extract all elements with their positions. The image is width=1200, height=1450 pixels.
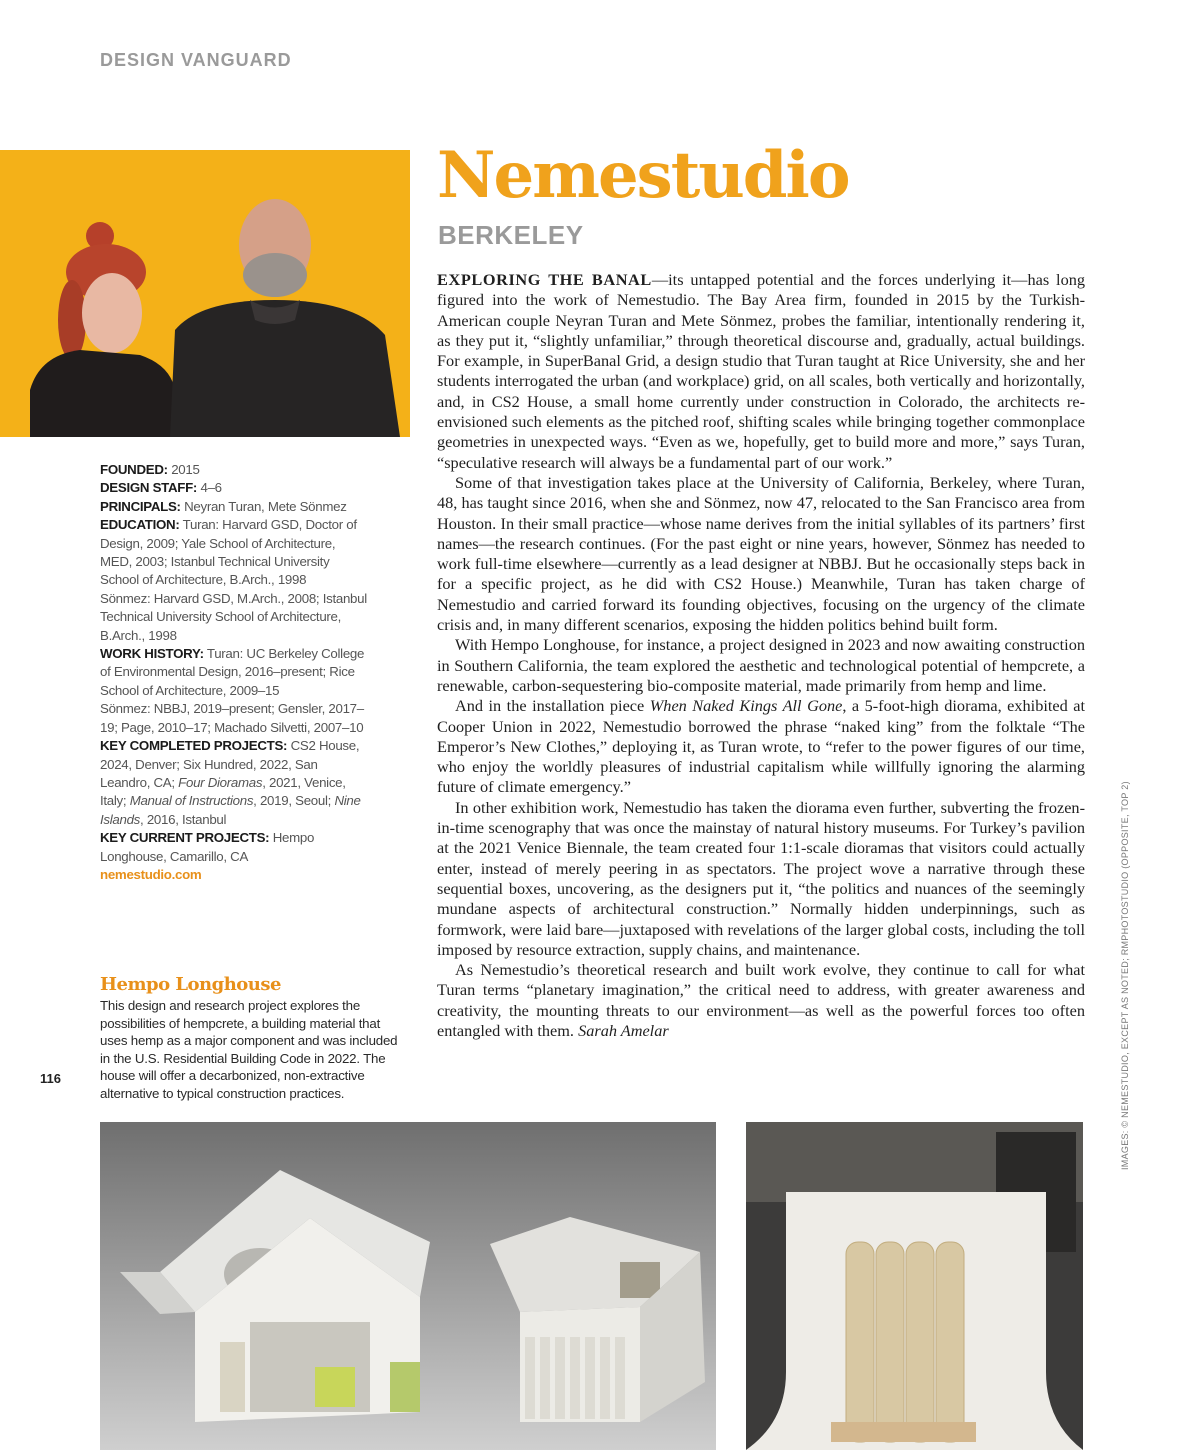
- fact-value: , 2019, Seoul;: [253, 793, 335, 809]
- diorama-columns-photo: [746, 1122, 1083, 1450]
- project-title: Manual of Instructions: [129, 793, 254, 809]
- fact-value: Sönmez: Harvard GSD, M.Arch., 2008; Istanbul Technical University School of Architecture, B.Arch., 1998: [100, 590, 367, 643]
- fact-value: Turan: Harvard GSD, Doctor of Design, 2009; Yale School of Architecture, MED, 2003; Istanbul Technical University School of Architecture, B.Arch., 1998: [100, 517, 357, 588]
- fact-completed-projects: [100, 737, 370, 829]
- fact-design-staff: [100, 479, 370, 497]
- hempo-longhouse-model-photo: [100, 1122, 716, 1450]
- project-title: Four Dioramas: [178, 774, 263, 790]
- fact-label: KEY COMPLETED PROJECTS:: [100, 738, 288, 754]
- section-label: DESIGN VANGUARD: [100, 50, 292, 70]
- fact-label: WORK HISTORY:: [100, 646, 204, 662]
- fact-work-history: [100, 645, 370, 737]
- article-title: Nemestudio: [437, 138, 849, 213]
- fact-label: EDUCATION:: [100, 517, 180, 533]
- article-paragraph-text: , a 5-foot-high diorama, exhibited at Cooper Union in 2022, Nemestudio borrowed the phrase “naked king” from the folktale “The Emperor’s New Clothes,” deploying it, as Turan wrote, to “refer to the power figures of our time, who enjoy the worldly pleasures of industrial capitalism while willfully ignoring the alarming future of climate emergency.”: [437, 696, 1085, 797]
- article-paragraph: With Hempo Longhouse, for instance, a project designed in 2023 and now awaiting construction in Southern California, the team explored the aesthetic and technological potential of hempcrete, a renewable, carbon-sequestering bio-composite material, made primarily from hemp and lime.: [437, 635, 1085, 695]
- fact-value: CS2 House, 2024, Denver; Six Hundred, 2022, San Leandro, CA;: [100, 738, 360, 790]
- photo-credit-text: IMAGES: © NEMESTUDIO, EXCEPT AS NOTED; RMPHOTOSTUDIO (OPPOSITE, TOP 2): [1120, 781, 1130, 1170]
- article-paragraph-text: —its untapped potential and the forces underlying it—has long figured into the work of Nemestudio. The Bay Area firm, founded in 2015 by the Turkish-American couple Neyran Turan and Mete Sönmez, probes the familiar, intentionally rendering it, as they put it, “slightly unfamiliar,” through theoretical discourse and, gradually, actual buildings. For example, in SuperBanal Grid, a design studio that Turan taught at Rice University, she and her students interrogated the urban (and workplace) grid, on all scales, both vertically and horizontally, and, in CS2 House, a small home currently under construction in Colorado, the architects re-envisioned such elements as the pitched roof, shifting scales while bringing together commonplace geometries in unexpected ways. “Even as we, hopefully, get to build more and more,” says Turan, “speculative research will always be a fundamental part of our work.”: [437, 270, 1085, 472]
- fact-value: 2015: [171, 462, 200, 477]
- sidebar-title: Hempo Longhouse: [100, 974, 281, 995]
- article-body: [437, 270, 1085, 1041]
- byline: Sarah Amelar: [578, 1020, 669, 1040]
- article-lead-in: EXPLORING THE BANAL: [437, 270, 652, 289]
- fact-value: 4–6: [200, 480, 222, 496]
- article-paragraph-text: As Nemestudio’s theoretical research and built work evolve, they continue to call for what Turan terms “planetary imagination,” the critical need to address, with greater awareness and creativity, the mounting threats to our environment—as well as the powerful forces too often entangled with them.: [437, 960, 1085, 1040]
- article-city: BERKELEY: [438, 220, 584, 250]
- website-link[interactable]: nemestudio.com: [100, 866, 202, 882]
- fact-value: , 2016, Istanbul: [140, 811, 227, 827]
- fact-current-projects: [100, 829, 370, 866]
- photo-credit: [1120, 781, 1130, 1171]
- fact-value: , 2021, Venice, Italy;: [100, 774, 346, 809]
- fact-education: [100, 516, 370, 645]
- article-paragraph: Some of that investigation takes place at the University of California, Berkeley, where Turan, 48, has taught since 2016, when she and Sönmez, now 47, relocated to the San Francisco area from Houston. In their small practice—whose name derives from the initial syllables of its partners’ first names—the research continues. (For the past eight or nine years, however, Sönmez has needed to work full-time elsewhere—currently as a lead designer at NBBJ. But he occasionally steps back in for a specific project, as he did with CS2 House.) Meanwhile, Turan has taken charge of Nemestudio and carried forward its founding objectives, focusing on the urgency of the climate crisis and, in many different scenarios, exposing the hidden politics behind built form.: [437, 472, 1085, 635]
- fact-value: Turan: UC Berkeley College of Environmental Design, 2016–present; Rice School of Architecture, 2009–15: [100, 646, 365, 698]
- fact-label: DESIGN STAFF:: [100, 480, 198, 496]
- article-paragraph: In other exhibition work, Nemestudio has taken the diorama even further, subverting the frozen-in-time scenography that was once the mainstay of natural history museums. For Turkey’s pavilion at the 2021 Venice Biennale, the team created four 1:1-scale dioramas that visitors could actually enter, instead of merely peering in as spectators. The project wove a narrative through these sequential boxes, uncovering, as the designers put it, “the politics and nuances of the seemingly mundane aspects of architectural construction.” Normally hidden underpinnings, such as formwork, were laid bare—juxtaposed with revelations of the larger global costs, including the toll imposed by resource extraction, supply chains, and maintenance.: [437, 797, 1085, 959]
- article-paragraph: [437, 270, 1085, 473]
- fact-label: PRINCIPALS:: [100, 498, 181, 514]
- sidebar-text: This design and research project explores the possibilities of hempcrete, a building material that uses hemp as a major component and was included in the U.S. Residential Building Code in 2022. The house will offer a decarbonized, non-extractive alternative to typical construction practices.: [100, 998, 398, 1101]
- article-paragraph: [437, 696, 1085, 797]
- fact-label: KEY CURRENT PROJECTS:: [100, 830, 270, 846]
- fact-value: Sönmez: NBBJ, 2019–present; Gensler, 2017–19; Page, 2010–17; Machado Silvetti, 2007–10: [100, 701, 364, 735]
- principals-portrait-photo: [0, 150, 410, 437]
- article-paragraph-text: And in the installation piece: [455, 696, 650, 716]
- fact-label: FOUNDED:: [100, 462, 168, 477]
- firm-facts: [100, 461, 370, 884]
- project-title: Nine Islands: [100, 793, 361, 827]
- fact-principals: [100, 498, 370, 516]
- page-number: 116: [40, 1071, 61, 1086]
- artwork-title: When Naked Kings All Gone: [649, 696, 843, 716]
- fact-value: Neyran Turan, Mete Sönmez: [184, 498, 347, 514]
- fact-value: Hempo Longhouse, Camarillo, CA: [100, 830, 315, 864]
- article-paragraph: [437, 960, 1085, 1041]
- fact-founded: [100, 461, 370, 479]
